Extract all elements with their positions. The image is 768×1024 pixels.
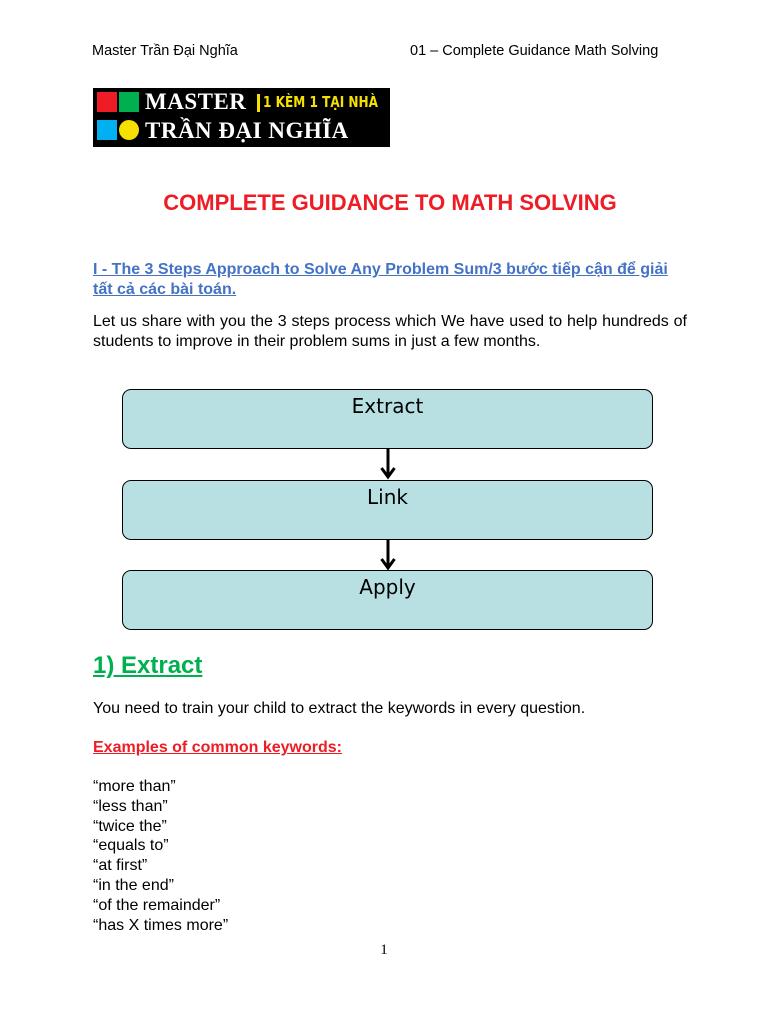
logo-square-red — [97, 92, 117, 112]
logo-text-name: TRẦN ĐẠI NGHĨA — [145, 118, 349, 143]
keyword-item: “at first” — [93, 857, 148, 875]
logo-square-cyan — [97, 120, 117, 140]
logo-divider — [257, 94, 260, 112]
logo-square-yellow — [119, 120, 139, 140]
keyword-item: “equals to” — [93, 837, 169, 855]
keyword-item: “in the end” — [93, 876, 174, 894]
page-header-right: 01 – Complete Guidance Math Solving — [410, 43, 659, 59]
flow-step-apply — [122, 570, 653, 630]
extract-paragraph: You need to train your child to extract the keywords in every question. — [93, 700, 586, 717]
page-header-left: Master Trần Đại Nghĩa — [92, 43, 238, 59]
keyword-item: “twice the” — [93, 817, 167, 835]
examples-heading: Examples of common keywords: — [93, 739, 342, 756]
keyword-item: “more than” — [93, 778, 176, 795]
logo-tagline: 1 KÈM 1 TẠI NHÀ — [263, 93, 379, 111]
down-arrow-icon — [380, 449, 396, 481]
section-heading-link[interactable]: I - The 3 Steps Approach to Solve Any Problem Sum/3 bước tiếp cận để giải tất cả các bài toán. — [93, 261, 668, 298]
down-arrow-icon — [380, 540, 396, 572]
flow-step-label: Apply — [359, 575, 416, 599]
intro-paragraph: Let us share with you the 3 steps process which We have used to help hundreds of students to improve in their problem sums in just a few months. — [93, 313, 687, 350]
document-title: COMPLETE GUIDANCE TO MATH SOLVING — [163, 190, 617, 215]
master-logo — [93, 88, 390, 147]
extract-heading: 1) Extract — [93, 652, 203, 679]
page-number: 1 — [380, 942, 388, 958]
flow-step-link — [122, 480, 653, 540]
flow-step-label: Link — [367, 485, 408, 509]
keyword-list — [93, 777, 228, 935]
keyword-item: “of the remainder” — [93, 896, 221, 914]
flow-step-label: Extract — [351, 394, 424, 418]
flow-step-extract — [122, 389, 653, 449]
logo-text-master: MASTER — [145, 89, 247, 114]
keyword-item: “has X times more” — [93, 916, 229, 934]
logo-square-green — [119, 92, 139, 112]
keyword-item: “less than” — [93, 797, 168, 815]
